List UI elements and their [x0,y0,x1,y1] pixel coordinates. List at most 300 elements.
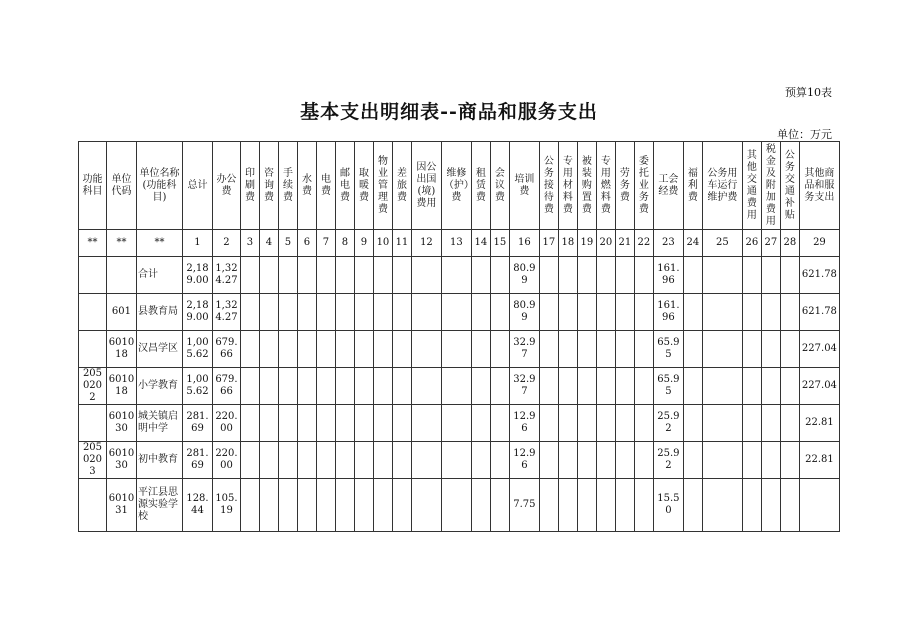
table-cell [471,257,490,294]
table-cell [259,405,278,442]
table-row [79,294,840,331]
table-cell [634,294,653,331]
table-cell [683,368,702,405]
table-cell [490,479,509,532]
table-cell [297,257,316,294]
table-cell [761,294,780,331]
table-cell: 汉昌学区 [136,331,182,368]
table-cell [634,479,653,532]
column-header: 咨询费 [259,142,278,230]
column-header: 公务用车运行维护费 [702,142,742,230]
table-cell [558,405,577,442]
table-cell [615,368,634,405]
table-cell [441,294,471,331]
column-index: 11 [392,230,411,257]
table-cell: 220.00 [212,442,240,479]
table-cell [278,368,297,405]
table-cell: 128.44 [182,479,212,532]
table-cell [441,257,471,294]
table-cell [558,442,577,479]
table-cell [702,479,742,532]
table-cell [335,294,354,331]
column-index: 6 [297,230,316,257]
table-cell [683,294,702,331]
table-cell [780,368,799,405]
column-index: 13 [441,230,471,257]
table-cell: 初中教育 [136,442,182,479]
table-cell: 227.04 [799,368,839,405]
table-cell [558,257,577,294]
table-cell [240,257,259,294]
table-cell [577,405,596,442]
column-header: 维修（护）费 [441,142,471,230]
table-cell [742,331,761,368]
table-cell [577,368,596,405]
column-index: 26 [742,230,761,257]
table-cell [316,479,335,532]
table-cell [761,479,780,532]
table-cell [441,368,471,405]
column-header: 其他商品和服务支出 [799,142,839,230]
column-header: 培训费 [509,142,539,230]
table-cell [615,405,634,442]
table-cell: 县教育局 [136,294,182,331]
header-row [79,142,840,230]
table-cell [761,257,780,294]
table-cell [297,294,316,331]
table-cell [471,405,490,442]
table-cell [373,294,392,331]
table-cell [354,331,373,368]
table-cell [558,368,577,405]
table-cell [780,479,799,532]
table-cell [471,368,490,405]
table-cell [683,405,702,442]
table-cell [780,405,799,442]
table-cell [780,294,799,331]
table-cell [683,331,702,368]
table-cell: 22.81 [799,442,839,479]
table-cell: 80.99 [509,257,539,294]
table-cell: 621.78 [799,294,839,331]
column-index: ** [106,230,136,257]
table-cell [411,368,441,405]
column-header: 单位名称(功能科目) [136,142,182,230]
table-cell: 1,005.62 [182,331,212,368]
table-cell: 平江县思源实验学校 [136,479,182,532]
column-index: 19 [577,230,596,257]
table-cell [373,257,392,294]
table-cell: 601030 [106,405,136,442]
table-cell [259,368,278,405]
table-cell [539,294,558,331]
table-cell [702,405,742,442]
table-cell [539,442,558,479]
table-cell [297,368,316,405]
table-cell [577,294,596,331]
column-index: 18 [558,230,577,257]
column-header: 取暖费 [354,142,373,230]
table-cell [354,257,373,294]
column-index: 20 [596,230,615,257]
table-cell [490,368,509,405]
column-index: 15 [490,230,509,257]
table-cell: 7.75 [509,479,539,532]
table-row [79,331,840,368]
table-cell [742,405,761,442]
table-cell [278,257,297,294]
table-row [79,442,840,479]
table-cell [471,294,490,331]
table-row [79,479,840,532]
table-cell [335,442,354,479]
table-cell: 601031 [106,479,136,532]
table-cell: 601018 [106,331,136,368]
table-cell [471,331,490,368]
column-index: 29 [799,230,839,257]
table-cell: 601 [106,294,136,331]
column-header: 劳务费 [615,142,634,230]
table-cell [761,442,780,479]
table-cell [373,405,392,442]
table-cell [316,331,335,368]
table-cell [411,294,441,331]
table-cell [373,331,392,368]
table-cell [683,257,702,294]
table-cell: 601018 [106,368,136,405]
table-cell: 城关镇启明中学 [136,405,182,442]
table-cell [79,405,107,442]
table-cell [471,442,490,479]
table-cell [490,257,509,294]
table-cell: 2050202 [79,368,107,405]
table-cell [615,331,634,368]
table-cell [392,331,411,368]
table-row [79,368,840,405]
table-cell: 2,189.00 [182,294,212,331]
column-header: 工会经费 [653,142,683,230]
column-header: 总计 [182,142,212,230]
table-cell [354,294,373,331]
table-cell: 32.97 [509,368,539,405]
table-cell [392,368,411,405]
column-header: 专用材料费 [558,142,577,230]
table-cell [354,479,373,532]
table-cell [596,368,615,405]
table-cell [539,405,558,442]
column-index: 17 [539,230,558,257]
table-cell [490,331,509,368]
table-cell [539,368,558,405]
table-cell [634,442,653,479]
column-header: 物业管理费 [373,142,392,230]
table-cell [259,257,278,294]
column-index: 4 [259,230,278,257]
table-cell [240,405,259,442]
table-cell: 679.66 [212,368,240,405]
table-cell [742,368,761,405]
table-cell [761,331,780,368]
table-cell [558,294,577,331]
table-cell [240,294,259,331]
column-header: 功能科目 [79,142,107,230]
table-cell [411,331,441,368]
table-cell [441,405,471,442]
table-cell [259,479,278,532]
table-cell [577,331,596,368]
table-cell [240,442,259,479]
table-cell [335,331,354,368]
table-cell [335,368,354,405]
table-cell [297,405,316,442]
table-cell [634,368,653,405]
column-index: 10 [373,230,392,257]
table-cell [106,257,136,294]
table-cell [354,442,373,479]
table-cell [558,331,577,368]
table-cell [335,405,354,442]
column-index: 24 [683,230,702,257]
column-index: 14 [471,230,490,257]
table-cell [742,257,761,294]
table-cell: 679.66 [212,331,240,368]
table-cell [297,331,316,368]
table-cell: 227.04 [799,331,839,368]
table-cell [596,479,615,532]
table-cell [316,257,335,294]
table-cell [411,257,441,294]
table-cell [392,442,411,479]
column-index: 25 [702,230,742,257]
table-cell [742,479,761,532]
column-header: 因公出国(境)费用 [411,142,441,230]
column-header: 被装购置费 [577,142,596,230]
table-cell [596,331,615,368]
table-cell [278,331,297,368]
column-header: 办公费 [212,142,240,230]
table-cell: 105.19 [212,479,240,532]
column-index: 23 [653,230,683,257]
column-header: 专用燃料费 [596,142,615,230]
table-cell [79,479,107,532]
page-title: 基本支出明细表--商品和服务支出 [300,101,598,123]
expenditure-table [78,141,840,532]
column-header: 公务接待费 [539,142,558,230]
column-header: 水费 [297,142,316,230]
table-cell [761,368,780,405]
table-cell [392,479,411,532]
column-header: 会议费 [490,142,509,230]
table-cell [596,442,615,479]
table-cell: 281.69 [182,405,212,442]
table-cell [411,405,441,442]
table-cell [634,405,653,442]
table-cell: 1,005.62 [182,368,212,405]
table-cell [316,405,335,442]
column-index: 12 [411,230,441,257]
table-cell: 2,189.00 [182,257,212,294]
table-cell: 25.92 [653,405,683,442]
column-index: 9 [354,230,373,257]
table-cell: 220.00 [212,405,240,442]
table-cell: 1,324.27 [212,294,240,331]
table-cell [702,368,742,405]
table-cell: 12.96 [509,442,539,479]
table-cell [373,442,392,479]
table-cell [615,479,634,532]
table-cell [577,257,596,294]
table-cell [780,442,799,479]
table-cell [596,257,615,294]
table-cell [316,294,335,331]
table-cell [240,368,259,405]
table-cell [683,442,702,479]
table-cell [558,479,577,532]
table-cell [278,442,297,479]
table-cell [373,368,392,405]
table-cell [702,331,742,368]
table-cell [577,479,596,532]
table-cell [539,257,558,294]
table-cell [742,442,761,479]
table-cell: 22.81 [799,405,839,442]
table-cell [490,294,509,331]
column-index: ** [79,230,107,257]
column-header: 委托业务费 [634,142,653,230]
column-index: 21 [615,230,634,257]
table-row [79,257,840,294]
table-cell: 小学教育 [136,368,182,405]
column-index: 27 [761,230,780,257]
table-cell [297,479,316,532]
table-cell [761,405,780,442]
table-cell [615,294,634,331]
column-header: 邮电费 [335,142,354,230]
table-cell: 281.69 [182,442,212,479]
table-cell [240,479,259,532]
column-index: 8 [335,230,354,257]
table-cell [373,479,392,532]
table-cell: 161.96 [653,257,683,294]
column-index: 16 [509,230,539,257]
column-header: 印刷费 [240,142,259,230]
column-header: 差旅费 [392,142,411,230]
table-cell [441,331,471,368]
column-index: 1 [182,230,212,257]
table-cell: 12.96 [509,405,539,442]
table-cell [577,442,596,479]
table-cell [335,479,354,532]
table-cell [471,479,490,532]
table-cell [79,257,107,294]
column-index: 3 [240,230,259,257]
table-cell [539,479,558,532]
table-cell [411,479,441,532]
table-cell [79,294,107,331]
table-cell [316,368,335,405]
table-cell [335,257,354,294]
table-cell [702,294,742,331]
table-cell [392,405,411,442]
table-cell: 161.96 [653,294,683,331]
table-cell [634,331,653,368]
table-cell [683,479,702,532]
table-cell [278,479,297,532]
table-cell: 601030 [106,442,136,479]
table-cell [79,331,107,368]
column-index: 28 [780,230,799,257]
table-cell [596,294,615,331]
table-cell: 2050203 [79,442,107,479]
table-cell [634,257,653,294]
column-header: 租赁费 [471,142,490,230]
table-cell [702,442,742,479]
table-cell [411,442,441,479]
table-cell [354,405,373,442]
table-cell [780,257,799,294]
table-row [79,405,840,442]
table-cell: 65.95 [653,368,683,405]
unit-label: 单位：万元 [777,128,832,141]
table-cell: 80.99 [509,294,539,331]
column-header: 福利费 [683,142,702,230]
table-cell [316,442,335,479]
table-cell: 15.50 [653,479,683,532]
table-cell: 合计 [136,257,182,294]
table-cell [490,442,509,479]
table-cell: 25.92 [653,442,683,479]
column-header: 单位代码 [106,142,136,230]
table-cell [539,331,558,368]
table-cell [490,405,509,442]
table-cell [354,368,373,405]
column-header: 公务交通补贴 [780,142,799,230]
table-cell [615,442,634,479]
table-cell [278,405,297,442]
column-index: 2 [212,230,240,257]
table-cell [441,442,471,479]
column-header: 手续费 [278,142,297,230]
column-index: ** [136,230,182,257]
column-index: 7 [316,230,335,257]
table-cell [596,405,615,442]
column-index: 5 [278,230,297,257]
column-header: 税金及附加费用 [761,142,780,230]
table-cell: 65.95 [653,331,683,368]
table-cell [742,294,761,331]
table-cell: 1,324.27 [212,257,240,294]
table-cell [615,257,634,294]
table-cell [702,257,742,294]
table-cell [799,479,839,532]
table-cell [441,479,471,532]
table-cell [259,294,278,331]
column-header: 电费 [316,142,335,230]
table-cell [392,294,411,331]
table-cell [392,257,411,294]
table-number-label: 预算10表 [785,86,832,99]
table-cell [278,294,297,331]
column-header: 其他交通费用 [742,142,761,230]
column-index: 22 [634,230,653,257]
index-row [79,230,840,257]
table-cell: 32.97 [509,331,539,368]
table-cell: 621.78 [799,257,839,294]
table-cell [297,442,316,479]
table-cell [259,331,278,368]
table-cell [780,331,799,368]
table-cell [240,331,259,368]
